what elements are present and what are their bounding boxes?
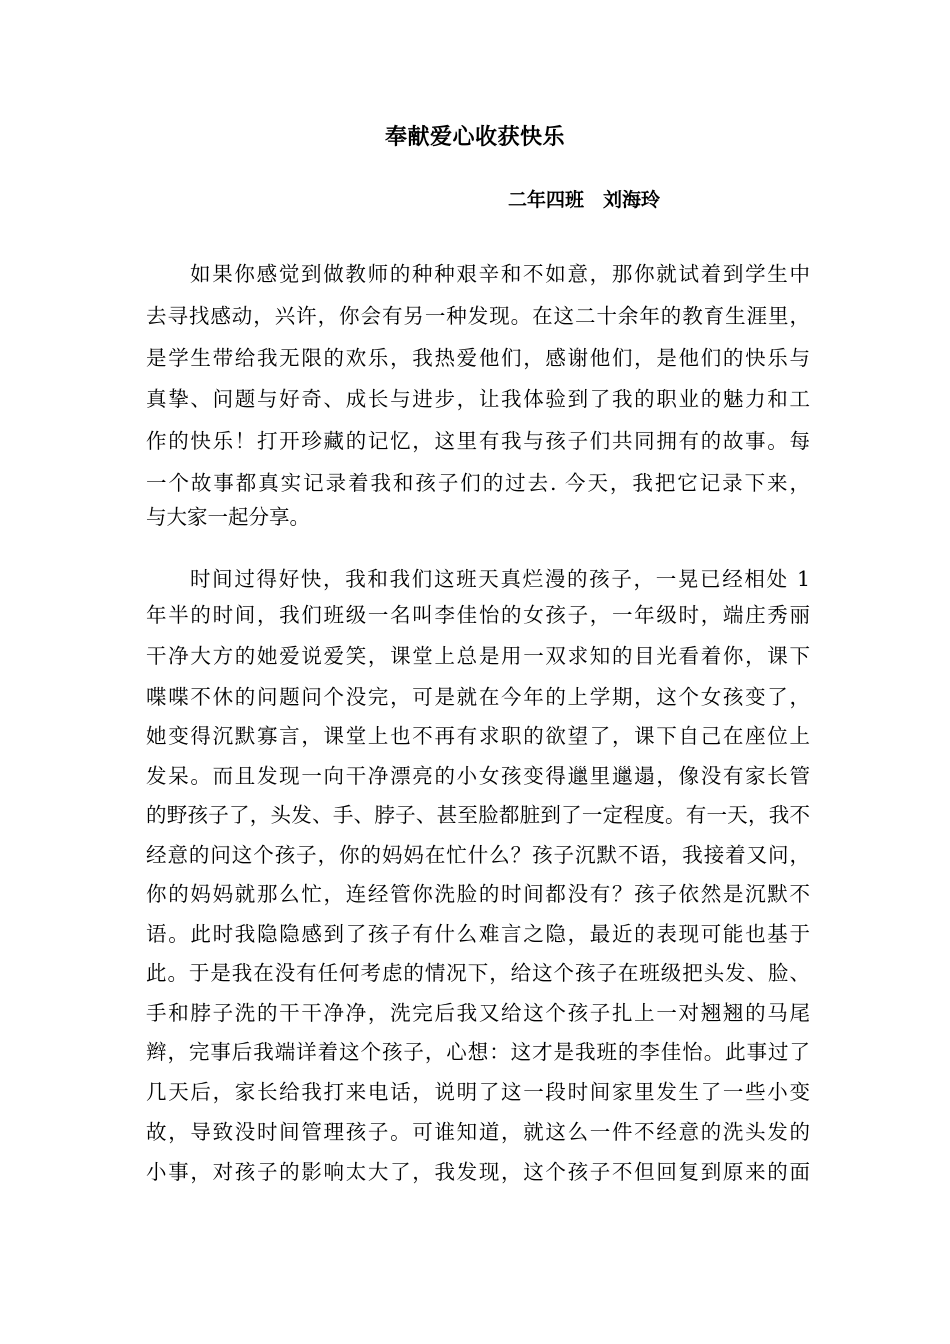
paragraph-line: 与大家一起分享。 [146,505,310,529]
paragraph-line: 真挚、问题与好奇、成长与进步，让我体验到了我的职业的魅力和工 [146,387,810,411]
paragraph-line: 语。此时我隐隐感到了孩子有什么难言之隐，最近的表现可能也基于 [146,922,810,946]
paragraph-line: 她变得沉默寡言，课堂上也不再有求职的欲望了，课下自己在座位上 [146,724,810,748]
paragraph-line: 发呆。而且发现一向干净漂亮的小女孩变得邋里邋遢，像没有家长管 [146,764,810,788]
paragraph-line: 去寻找感动，兴许，你会有另一种发现。在这二十余年的教育生涯里， [146,304,810,328]
paragraph-line: 小事，对孩子的影响太大了，我发现，这个孩子不但回复到原来的面 [146,1160,810,1184]
paragraph-line: 几天后，家长给我打来电话，说明了这一段时间家里发生了一些小变 [146,1080,810,1104]
paragraph-line: 故，导致没时间管理孩子。可谁知道，就这么一件不经意的洗头发的 [146,1120,810,1144]
author-line: 二年四班 刘海玲 [508,189,661,211]
paragraph-line: 你的妈妈就那么忙，连经管你洗脸的时间都没有？孩子依然是沉默不 [146,882,810,906]
paragraph-line: 是学生带给我无限的欢乐，我热爱他们，感谢他们，是他们的快乐与 [146,346,810,370]
paragraph-line: 年半的时间，我们班级一名叫李佳怡的女孩子，一年级时，端庄秀丽 [146,603,810,627]
paragraph-line: 作的快乐！打开珍藏的记忆，这里有我与孩子们共同拥有的故事。每 [146,429,810,453]
paragraph-line: 辫，完事后我端详着这个孩子，心想：这才是我班的李佳怡。此事过了 [146,1040,810,1064]
paragraph-line: 喋喋不休的问题问个没完，可是就在今年的上学期，这个女孩变了， [146,685,810,709]
paragraph-line: 如果你感觉到做教师的种种艰辛和不如意，那你就试着到学生中 [190,262,810,286]
paragraph-line: 经意的问这个孩子，你的妈妈在忙什么？孩子沉默不语，我接着又问， [146,843,810,867]
paragraph-line: 手和脖子洗的干干净净，洗完后我又给这个孩子扎上一对翘翘的马尾 [146,1001,810,1025]
paragraph-line: 的野孩子了，头发、手、脖子、甚至脸都脏到了一定程度。有一天，我不 [146,803,810,827]
paragraph-line: 一个故事都真实记录着我和孩子们的过去. 今天，我把它记录下来， [146,471,810,495]
paragraph-line: 时间过得好快，我和我们这班天真烂漫的孩子，一晃已经相处 1 [190,567,810,591]
document-title: 奉献爱心收获快乐 [384,125,565,150]
paragraph-line: 此。于是我在没有任何考虑的情况下，给这个孩子在班级把头发、脸、 [146,961,810,985]
paragraph-line: 干净大方的她爱说爱笑，课堂上总是用一双求知的目光看着你，课下 [146,644,810,668]
